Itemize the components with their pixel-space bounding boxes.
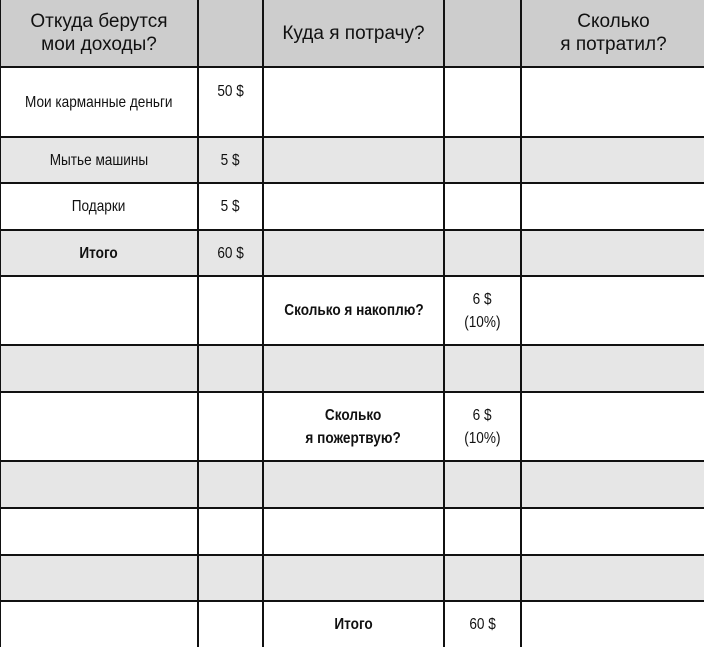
cell[interactable] <box>444 461 521 508</box>
table-row <box>0 137 704 183</box>
table-row <box>0 345 704 392</box>
savings-row <box>0 276 704 345</box>
cell[interactable] <box>444 67 521 137</box>
header-income-amount <box>198 0 263 67</box>
header-row <box>0 0 704 67</box>
cell[interactable] <box>521 345 704 392</box>
cell[interactable] <box>521 555 704 601</box>
donation-row <box>0 392 704 461</box>
cell[interactable] <box>521 230 704 276</box>
spend-total-label: Итого <box>263 601 444 647</box>
cell[interactable] <box>0 601 198 647</box>
cell[interactable] <box>263 230 444 276</box>
income-total-row <box>0 230 704 276</box>
cell[interactable] <box>263 67 444 137</box>
cell[interactable] <box>521 392 704 461</box>
savings-label: Сколько я накоплю? <box>263 276 444 345</box>
income-label: Мои карманные деньги <box>0 67 198 137</box>
cell[interactable] <box>0 555 198 601</box>
income-amount: 5 $ <box>198 137 263 183</box>
income-amount: 50 $ <box>198 67 263 137</box>
income-label: Мытье машины <box>0 137 198 183</box>
cell[interactable] <box>444 137 521 183</box>
cell[interactable] <box>521 276 704 345</box>
cell[interactable] <box>521 601 704 647</box>
cell[interactable] <box>521 461 704 508</box>
header-spend-amount <box>444 0 521 67</box>
cell[interactable] <box>263 508 444 555</box>
cell[interactable] <box>263 555 444 601</box>
header-income: Откуда берутся мои доходы? <box>0 0 198 67</box>
cell[interactable] <box>263 461 444 508</box>
cell[interactable] <box>444 555 521 601</box>
cell[interactable] <box>0 276 198 345</box>
header-spend: Куда я потрачу? <box>263 0 444 67</box>
cell[interactable] <box>263 345 444 392</box>
spend-total-row <box>0 601 704 647</box>
table-row <box>0 183 704 230</box>
table-row <box>0 461 704 508</box>
donation-label: Сколько я пожертвую? <box>263 392 444 461</box>
income-amount: 5 $ <box>198 183 263 230</box>
cell[interactable] <box>263 183 444 230</box>
donation-amount: 6 $ (10%) <box>444 392 521 461</box>
cell[interactable] <box>0 345 198 392</box>
cell[interactable] <box>444 183 521 230</box>
cell[interactable] <box>198 555 263 601</box>
spend-total-amount: 60 $ <box>444 601 521 647</box>
cell[interactable] <box>263 137 444 183</box>
income-total-amount: 60 $ <box>198 230 263 276</box>
cell[interactable] <box>198 345 263 392</box>
cell[interactable] <box>0 508 198 555</box>
cell[interactable] <box>521 183 704 230</box>
cell[interactable] <box>521 67 704 137</box>
cell[interactable] <box>198 392 263 461</box>
cell[interactable] <box>521 137 704 183</box>
cell[interactable] <box>198 601 263 647</box>
income-total-label: Итого <box>0 230 198 276</box>
cell[interactable] <box>198 461 263 508</box>
table-row <box>0 508 704 555</box>
cell[interactable] <box>198 508 263 555</box>
cell[interactable] <box>444 230 521 276</box>
table-row <box>0 67 704 137</box>
cell[interactable] <box>521 508 704 555</box>
cell[interactable] <box>0 461 198 508</box>
table-row <box>0 555 704 601</box>
income-label: Подарки <box>0 183 198 230</box>
savings-amount: 6 $ (10%) <box>444 276 521 345</box>
header-spent: Сколько я потратил? <box>521 0 704 67</box>
cell[interactable] <box>198 276 263 345</box>
cell[interactable] <box>444 508 521 555</box>
cell[interactable] <box>444 345 521 392</box>
cell[interactable] <box>0 392 198 461</box>
